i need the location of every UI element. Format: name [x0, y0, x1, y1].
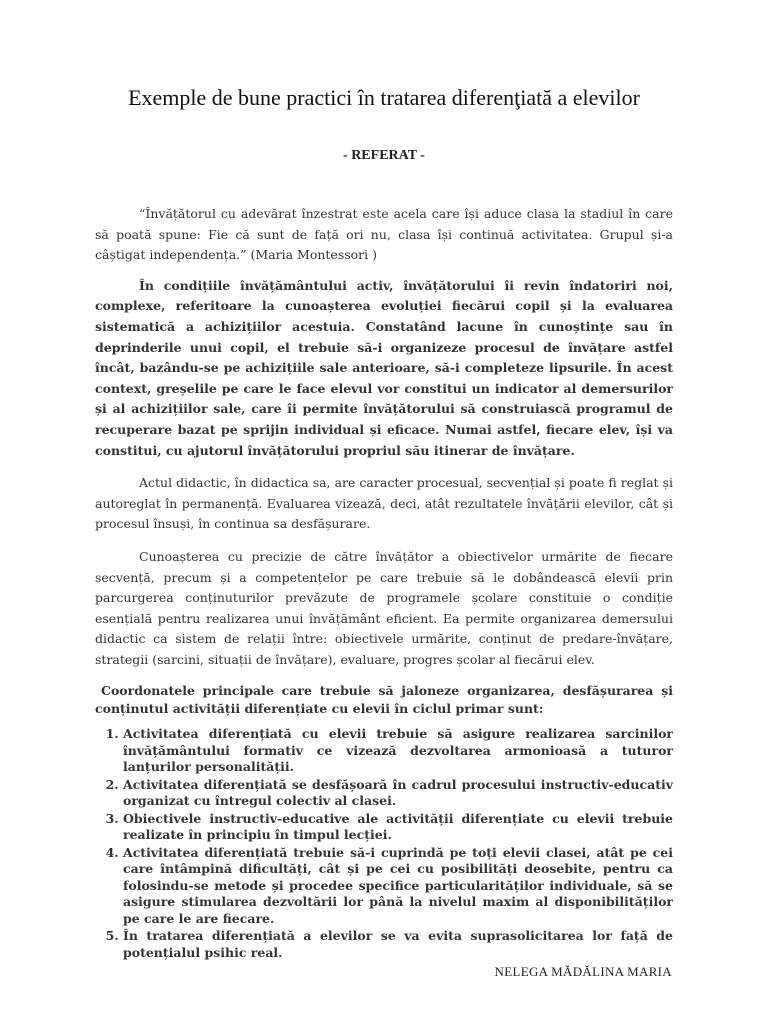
list-item: 3. Obiectivele instructiv-educative ale activității diferențiate cu elevii trebuie realizate în principiu în timpul lecției. [123, 811, 673, 844]
list-item: 5. În tratarea diferențiată a elevilor se va evita suprasolicitarea lor față de potențialul psihic real. [123, 928, 673, 961]
list-item: 4. Activitatea diferențiată trebuie să-i cuprindă pe toți elevii clasei, atât pe cei care întâmpină dificultăți, cât și pe cei cu posibilități deosebite, pentru ca folosindu-se metode și procedee specifice particularităților individuale, să se asigure stimularea dezvoltării lor până la nivelul maxim al disponibilităților pe care le are fiecare. [123, 845, 673, 928]
document-title: Exemple de bune practici în tratarea diferenţiată a elevilor [128, 85, 640, 110]
document-body [95, 204, 673, 962]
author-signature: NELEGA MĂDĂLINA MARIA [494, 964, 672, 979]
list-intro: Coordonatele principale care trebuie să jaloneze organizarea, desfășurarea și conținutul activității diferențiate cu elevii în ciclul primar sunt: [95, 683, 673, 717]
montessori-quote: “Învățătorul cu adevărat înzestrat este acela care își aduce clasa la stadiul în care să poată spune: Fie că sunt de față ori nu, clasa își continuă activitatea. Grupul și-a câștigat independența.” (Maria Montessori ) [95, 206, 673, 263]
paragraph: Cunoașterea cu precizie de către învățător a obiectivelor urmărite de fiecare secvență, precum și a competențelor pe care trebuie să le dobândească elevii prin parcurgerea conținuturilor prevăzute de programele școlare constituie o condiție esențială pentru realizarea unui învățământ eficient. Ea permite organizarea demersului didactic ca sistem de relații între: obiectivele urmărite, conținut de predare-învățare, strategii (sarcini, situații de învățare), evaluare, progres școlar al fiecărui elev. [95, 548, 673, 667]
paragraph: În condițiile învățământului activ, învățătorului îi revin îndatoriri noi, complexe, referitoare la cunoașterea evoluției fiecărui copil și la evaluarea sistematică a achizițiilor acestuia. Constatând lacune în cunoștințe sau în deprinderile unui copil, el trebuie să-i organizeze procesul de învățare astfel încât, bazându-se pe achizițiile sale anterioare, să-i completeze lipsurile. În acest context, greșelile pe care le face elevul vor constitui un indicator al demersurilor și al achizițiilor sale, care îi permite învățătorului să construiască programul de recuperare bazat pe sprijin individual și eficace. Numai astfel, fiecare elev, își va constitui, cu ajutorul învățătorului propriul său itinerar de învățare. [95, 277, 673, 458]
principles-list [95, 726, 673, 961]
document-subtitle: - REFERAT - [343, 148, 425, 163]
list-item: 2. Activitatea diferențiată se desfășoară în cadrul procesului instructiv-educativ organizat cu întregul colectiv al clasei. [123, 777, 673, 810]
paragraph: Actul didactic, în didactica sa, are caracter procesual, secvențial și poate fi reglat și autoreglat în permanență. Evaluarea vizează, deci, atât rezultatele învățării elevilor, cât și procesul însuși, în continua sa desfășurare. [95, 475, 673, 532]
list-item: 1. Activitatea diferențiată cu elevii trebuie să asigure realizarea sarcinilor învățământului formativ ce vizează dezvoltarea armonioasă a tuturor lanțurilor personalității. [123, 726, 673, 776]
